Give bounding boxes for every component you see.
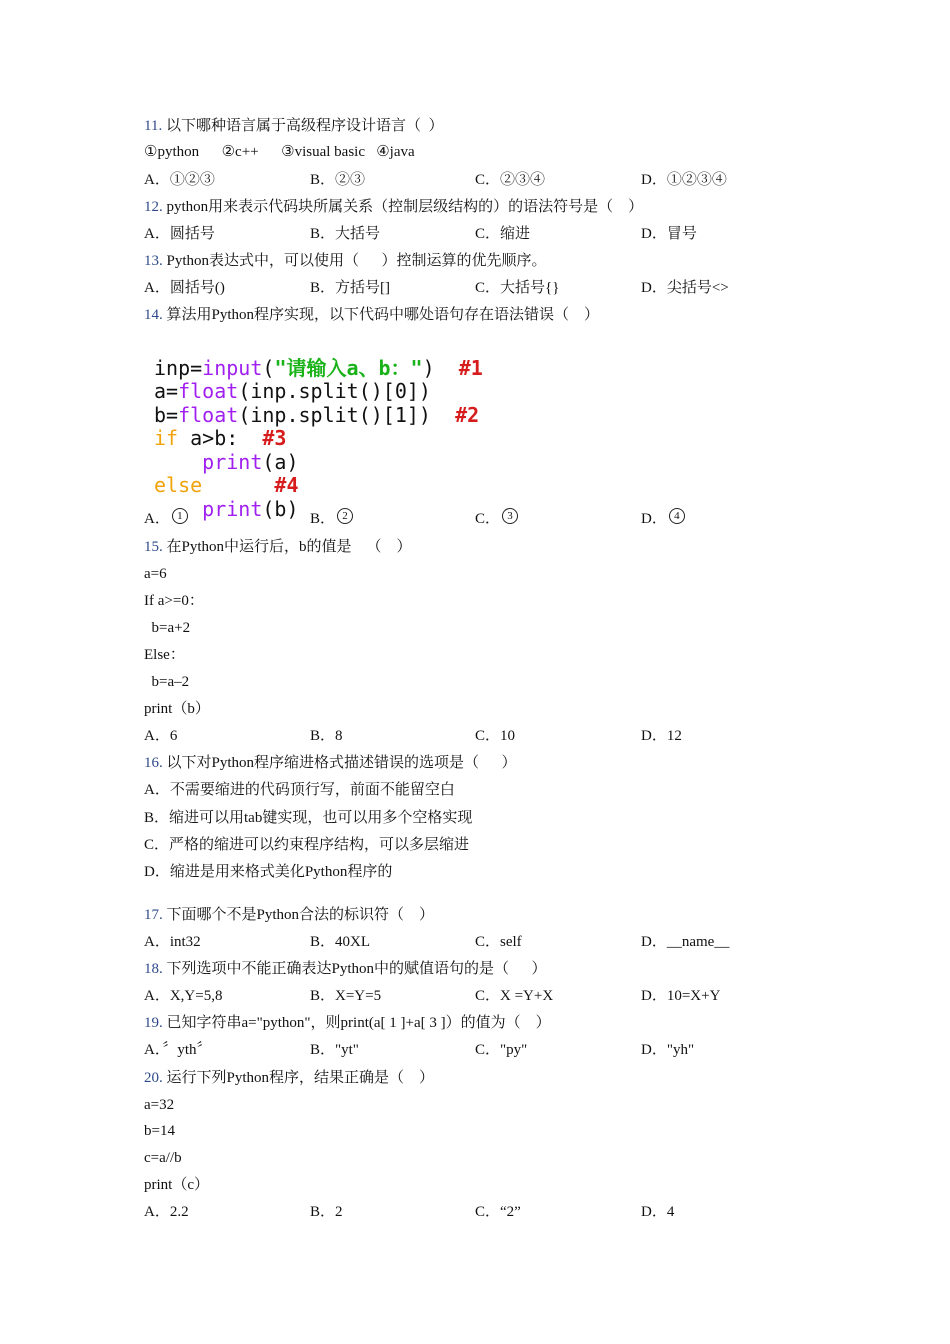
question-11-choices: ①python ②c++ ③visual basic ④java — [144, 144, 415, 160]
option-b: B．"yt" — [310, 1042, 359, 1058]
option-d: D．"yh" — [641, 1042, 695, 1058]
question-number: 16. — [144, 755, 163, 771]
question-text: 算法用Python程序实现，以下代码中哪处语句存在语法错误（ ） — [162, 307, 600, 323]
option-b: B．②③ — [310, 172, 366, 188]
option-d: D．冒号 — [641, 226, 697, 242]
option-a: A．2.2 — [144, 1204, 189, 1220]
circled-3-mark: 3 — [502, 508, 518, 524]
question-number: 20. — [144, 1070, 163, 1086]
option-d: D．12 — [641, 728, 682, 744]
option-b: B．缩进可以用tab键实现，也可以用多个空格实现 — [144, 810, 473, 826]
question-number: 19. — [144, 1015, 163, 1031]
option-d: D．4 — [641, 1204, 675, 1220]
option-a: A．圆括号() — [144, 280, 225, 296]
code-line: print（c） — [144, 1177, 209, 1193]
code-line-3: b=float(inp.split()[1]) #2 — [154, 402, 480, 427]
option-a: A．〞yth〞 — [144, 1042, 212, 1058]
question-text: 以下对Python程序缩进格式描述错误的选项是（ ） — [162, 755, 517, 771]
option-c: C．严格的缩进可以约束程序结构，可以多层缩进 — [144, 837, 470, 853]
option-a: A．int32 — [144, 934, 201, 950]
option-b: B．方括号[] — [310, 280, 390, 296]
code-line: a=32 — [144, 1097, 175, 1113]
option-c: C．大括号{} — [475, 280, 560, 296]
code-line-1: inp=input("请输入a、b：") #1 — [154, 355, 483, 380]
question-text: 已知字符串a="python"，则print(a[ 1 ]+a[ 3 ]）的值为（ ） — [162, 1015, 551, 1031]
code-line-2: a=float(inp.split()[0]) — [154, 379, 431, 403]
code-line: Else： — [144, 647, 185, 663]
question-number: 17. — [144, 907, 163, 923]
question-19 — [144, 1013, 551, 1033]
option-a: A． 1 — [144, 509, 188, 529]
option-c: C．self — [475, 934, 522, 950]
code-line: print（b） — [144, 701, 210, 717]
question-16 — [144, 753, 517, 773]
code-block — [154, 333, 483, 568]
option-d: D．①②③④ — [641, 172, 727, 188]
code-line-4: if a>b: #3 — [154, 426, 287, 450]
code-line: b=a–2 — [144, 674, 190, 690]
option-b: B．2 — [310, 1204, 343, 1220]
option-d: D． 4 — [641, 509, 685, 529]
question-text: 在Python中运行后，b的值是 （ ） — [162, 539, 412, 555]
option-b: B．X=Y=5 — [310, 988, 382, 1004]
option-c: C．②③④ — [475, 172, 546, 188]
code-line: If a>=0： — [144, 593, 204, 609]
question-number: 14. — [144, 307, 163, 323]
question-20 — [144, 1068, 434, 1088]
code-line-7: print(b) — [202, 496, 299, 521]
question-number: 12. — [144, 199, 163, 215]
code-line-6: else #4 — [154, 473, 299, 497]
question-18 — [144, 959, 547, 979]
question-text: python用来表示代码块所属关系（控制层级结构的）的语法符号是（ ） — [162, 199, 644, 215]
option-c: C． 3 — [475, 509, 518, 529]
option-b: B．8 — [310, 728, 343, 744]
circled-4-mark: 4 — [669, 508, 685, 524]
option-a: A．①②③ — [144, 172, 215, 188]
question-number: 11. — [144, 118, 163, 134]
option-c: C．10 — [475, 728, 516, 744]
code-line: b=14 — [144, 1123, 175, 1139]
question-text: 以下哪种语言属于高级程序设计语言（ ） — [162, 118, 444, 134]
question-number: 15. — [144, 539, 163, 555]
option-d: D．10=X+Y — [641, 988, 721, 1004]
circled-2-mark: 2 — [337, 508, 353, 524]
question-number: 18. — [144, 961, 163, 977]
question-text: 下列选项中不能正确表达Python中的赋值语句的是（ ） — [162, 961, 547, 977]
option-a: A．圆括号 — [144, 226, 215, 242]
code-line-5: print(a) — [202, 449, 299, 474]
circled-1-mark: 1 — [172, 508, 188, 524]
code-line: b=a+2 — [144, 620, 191, 636]
code-line: c=a//b — [144, 1150, 182, 1166]
option-b: B． 2 — [310, 509, 353, 529]
question-12 — [144, 197, 643, 217]
question-13 — [144, 251, 547, 271]
option-d: D．尖括号<> — [641, 280, 729, 296]
option-c: C．缩进 — [475, 226, 531, 242]
option-d: D．缩进是用来格式美化Python程序的 — [144, 864, 393, 880]
question-14 — [144, 305, 599, 325]
option-c: C．X =Y+X — [475, 988, 554, 1004]
option-b: B．40XL — [310, 934, 371, 950]
question-17 — [144, 905, 434, 925]
option-a: A．X,Y=5,8 — [144, 988, 223, 1004]
question-11 — [144, 116, 443, 136]
question-text: 下面哪个不是Python合法的标识符（ ） — [162, 907, 435, 923]
question-number: 13. — [144, 253, 163, 269]
option-c: C．"py" — [475, 1042, 528, 1058]
question-text: 运行下列Python程序，结果正确是（ ） — [162, 1070, 435, 1086]
question-15 — [144, 537, 412, 557]
code-line: a=6 — [144, 566, 167, 582]
question-text: Python表达式中，可以使用（ ）控制运算的优先顺序。 — [162, 253, 547, 269]
option-a: A．6 — [144, 728, 178, 744]
option-d: D．__name__ — [641, 934, 730, 950]
option-b: B．大括号 — [310, 226, 381, 242]
option-a: A．不需要缩进的代码顶行写，前面不能留空白 — [144, 782, 455, 798]
option-c: C．“2” — [475, 1204, 521, 1220]
